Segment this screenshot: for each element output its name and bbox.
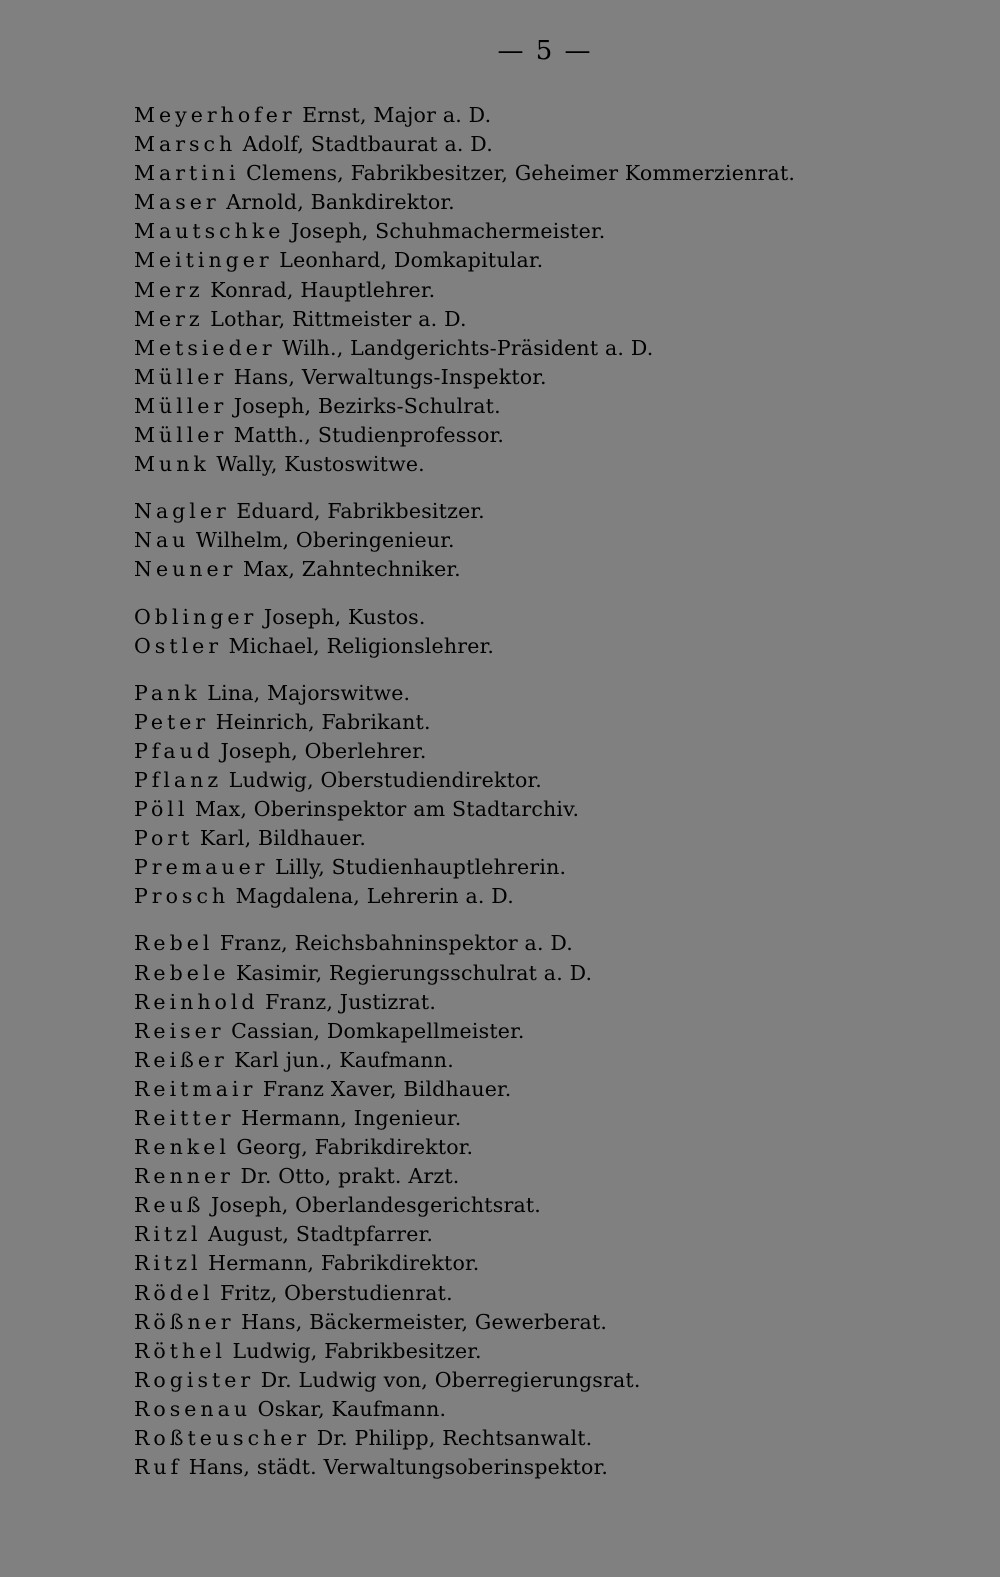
entry-details: Georg, Fabrikdirektor. [236, 1135, 474, 1160]
entry-surname: Neuner [134, 557, 237, 582]
entry-details: Lina, Majorswitwe. [207, 680, 411, 705]
entry-surname: Müller [134, 423, 228, 448]
entry-surname: Pank [134, 680, 201, 705]
list-item [134, 679, 964, 708]
entry-surname: Reitmair [134, 1076, 257, 1101]
entry-surname: Munk [134, 452, 210, 477]
entry-surname: Roßteuscher [134, 1426, 311, 1451]
entry-surname: Renkel [134, 1135, 230, 1160]
entry-details: Oskar, Kaufmann. [257, 1396, 447, 1421]
list-item [134, 1220, 964, 1249]
list-item [134, 824, 964, 853]
entry-surname: Reitter [134, 1106, 235, 1130]
entry-surname: Pflanz [134, 767, 223, 792]
entry-details: Matth., Studienprofessor. [233, 423, 505, 448]
entry-surname: Pöll [134, 797, 189, 822]
list-item [134, 1366, 964, 1395]
entry-details: Max, Zahntechniker. [242, 557, 461, 582]
list-item [134, 217, 964, 246]
list-item [134, 497, 964, 526]
entry-surname: Oblinger [134, 604, 258, 629]
letter-group-m [134, 101, 964, 479]
entry-surname: Nagler [134, 499, 230, 524]
letter-group-r [134, 929, 964, 1482]
list-item [134, 392, 964, 421]
list-item [134, 882, 964, 911]
list-item [134, 1279, 964, 1308]
entry-details: Dr. Otto, prakt. Arzt. [240, 1164, 460, 1189]
entry-details: Karl, Bildhauer. [199, 826, 367, 851]
entry-details: Michael, Religionslehrer. [228, 633, 495, 658]
list-item [134, 737, 964, 766]
entry-surname: Marsch [134, 132, 237, 157]
entry-details: Hans, städt. Verwaltungsoberinspektor. [188, 1455, 609, 1480]
list-item [134, 1017, 964, 1046]
list-item [134, 555, 964, 584]
entry-details: Joseph, Schuhmachermeister. [290, 219, 606, 244]
list-item [134, 334, 964, 363]
entry-surname: Peter [134, 709, 210, 734]
entry-details: Joseph, Kustos. [263, 604, 426, 629]
list-item [134, 1133, 964, 1162]
letter-group-n [134, 497, 964, 584]
entry-surname: Reißer [134, 1047, 228, 1072]
page-number: — 5 — [497, 36, 593, 66]
list-item [134, 795, 964, 824]
entry-details: Franz Xaver, Bildhauer. [262, 1076, 512, 1101]
entry-details: Joseph, Oberlehrer. [220, 738, 427, 763]
entry-details: Hans, Bäckermeister, Gewerberat. [241, 1309, 608, 1334]
entry-details: Dr. Philipp, Rechtsanwalt. [316, 1426, 593, 1451]
entry-surname: Rebel [134, 931, 214, 956]
entry-surname: Reuß [134, 1193, 205, 1218]
list-item [134, 1453, 964, 1482]
list-item [134, 1249, 964, 1278]
entry-surname: Röthel [134, 1338, 226, 1363]
list-item [134, 766, 964, 795]
member-list [134, 101, 964, 1500]
entry-surname: Pfaud [134, 738, 214, 763]
entry-surname: Mautschke [134, 219, 285, 244]
entry-surname: Rödel [134, 1280, 214, 1305]
entry-surname: Meyerhofer [134, 103, 296, 127]
entry-surname: Nau [134, 528, 190, 553]
list-item [134, 632, 964, 661]
list-item [134, 1162, 964, 1191]
list-item [134, 603, 964, 632]
entry-surname: Rößner [134, 1309, 235, 1334]
list-item [134, 1395, 964, 1424]
entry-surname: Merz [134, 277, 204, 302]
list-item [134, 526, 964, 555]
entry-surname: Prosch [134, 884, 230, 909]
list-item [134, 959, 964, 988]
entry-surname: Port [134, 826, 194, 851]
list-item [134, 101, 964, 130]
entry-details: Joseph, Oberlandesgerichtsrat. [211, 1193, 542, 1218]
entry-surname: Renner [134, 1164, 234, 1189]
entry-surname: Ruf [134, 1455, 183, 1480]
list-item [134, 188, 964, 217]
entry-surname: Metsieder [134, 335, 276, 360]
entry-details: Cassian, Domkapellmeister. [231, 1018, 525, 1043]
entry-surname: Ritzl [134, 1251, 202, 1276]
entry-details: Magdalena, Lehrerin a. D. [235, 884, 514, 909]
list-item [134, 421, 964, 450]
entry-details: Ludwig, Oberstudiendirektor. [228, 767, 543, 792]
entry-details: Hermann, Fabrikdirektor. [208, 1251, 480, 1276]
list-item [134, 305, 964, 334]
entry-surname: Rosenau [134, 1396, 252, 1421]
list-item [134, 130, 964, 159]
list-item [134, 246, 964, 275]
entry-details: Wilh., Landgerichts-Präsident a. D. [282, 335, 654, 360]
entry-surname: Reiser [134, 1018, 225, 1043]
entry-details: Wally, Kustoswitwe. [216, 452, 425, 477]
entry-details: Franz, Reichsbahninspektor a. D. [219, 931, 574, 956]
list-item [134, 929, 964, 958]
entry-details: Lothar, Rittmeister a. D. [210, 306, 467, 331]
entry-details: Konrad, Hauptlehrer. [210, 277, 436, 302]
entry-surname: Martini [134, 161, 240, 186]
entry-details: Ernst, Major a. D. [302, 103, 492, 127]
entry-surname: Müller [134, 393, 228, 418]
entry-details: Leonhard, Domkapitular. [279, 248, 544, 273]
entry-details: Dr. Ludwig von, Oberregierungsrat. [260, 1367, 641, 1392]
entry-surname: Reinhold [134, 989, 259, 1014]
list-item [134, 363, 964, 392]
list-item [134, 1191, 964, 1220]
list-item [134, 1046, 964, 1075]
entry-details: Max, Oberinspektor am Stadtarchiv. [194, 797, 580, 822]
list-item [134, 1337, 964, 1366]
entry-surname: Ritzl [134, 1222, 202, 1247]
entry-details: Fritz, Oberstudienrat. [220, 1280, 453, 1305]
list-item [134, 450, 964, 479]
entry-details: Heinrich, Fabrikant. [215, 709, 431, 734]
list-item [134, 1104, 964, 1133]
list-item [134, 853, 964, 882]
list-item [134, 159, 964, 188]
entry-details: Ludwig, Fabrikbesitzer. [232, 1338, 482, 1363]
entry-details: Wilhelm, Oberingenieur. [195, 528, 455, 553]
entry-surname: Rebele [134, 960, 230, 985]
entry-details: Kasimir, Regierungsschulrat a. D. [236, 960, 593, 985]
entry-details: Clemens, Fabrikbesitzer, Geheimer Kommerzienrat. [246, 161, 796, 186]
list-item [134, 1424, 964, 1453]
entry-details: Karl jun., Kaufmann. [234, 1047, 454, 1072]
entry-details: Lilly, Studienhauptlehrerin. [275, 855, 567, 880]
list-item [134, 276, 964, 305]
letter-group-p [134, 679, 964, 912]
list-item [134, 1075, 964, 1104]
entry-details: Joseph, Bezirks-Schulrat. [233, 393, 501, 418]
entry-surname: Meitinger [134, 248, 273, 273]
entry-surname: Müller [134, 364, 228, 389]
list-item [134, 988, 964, 1017]
entry-details: August, Stadtpfarrer. [208, 1222, 434, 1247]
entry-surname: Ostler [134, 633, 223, 658]
letter-group-o [134, 603, 964, 661]
entry-surname: Rogister [134, 1367, 255, 1392]
entry-details: Franz, Justizrat. [265, 989, 437, 1014]
list-item [134, 708, 964, 737]
entry-details: Eduard, Fabrikbesitzer. [236, 499, 485, 524]
entry-details: Adolf, Stadtbaurat a. D. [242, 132, 493, 157]
entry-details: Arnold, Bankdirektor. [226, 190, 455, 215]
entry-details: Hans, Verwaltungs-Inspektor. [233, 364, 547, 389]
entry-surname: Maser [134, 190, 220, 215]
entry-surname: Premauer [134, 855, 269, 880]
entry-surname: Merz [134, 306, 204, 331]
entry-details: Hermann, Ingenieur. [241, 1106, 462, 1130]
list-item [134, 1308, 964, 1337]
